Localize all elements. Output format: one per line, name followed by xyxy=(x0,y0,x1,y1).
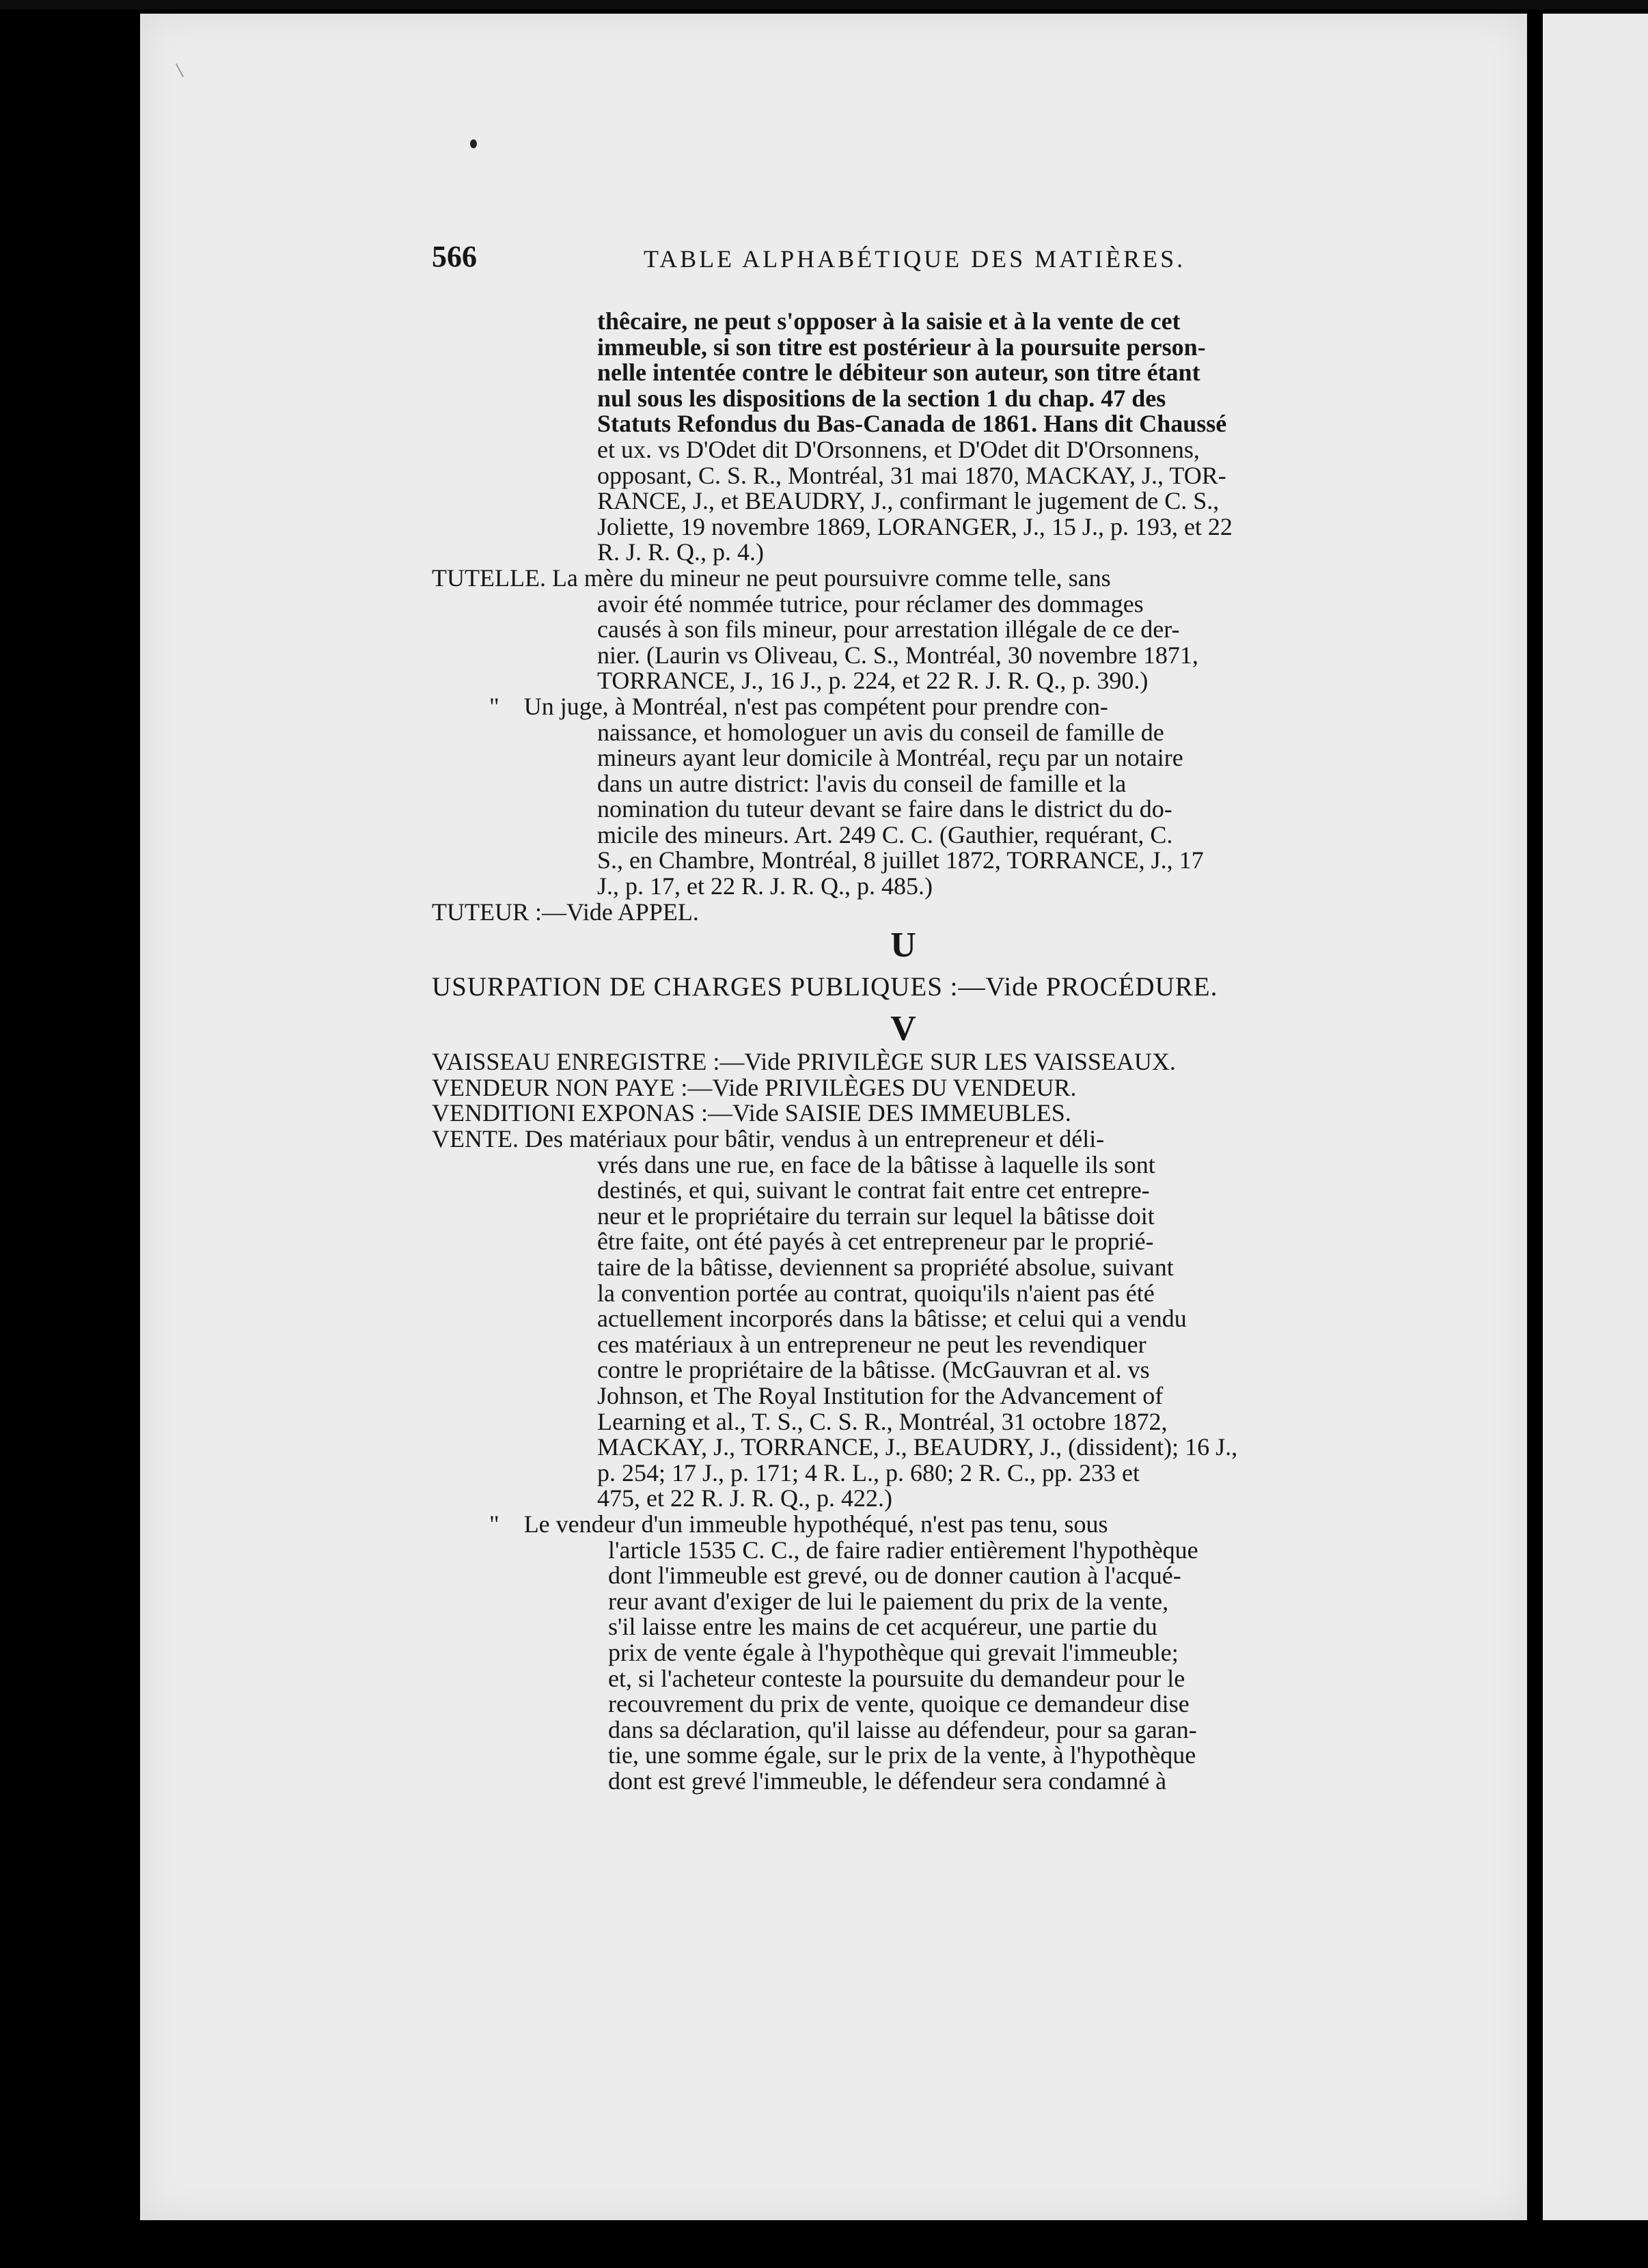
next-page-edge xyxy=(1543,14,1648,2220)
index-text-line: TUTEUR :—Vide APPEL. xyxy=(432,898,699,926)
index-text-line: " Le vendeur d'un immeuble hypothéqué, n'est pas tenu, sous xyxy=(489,1510,1108,1538)
index-text-line: ces matériaux à un entrepreneur ne peut les revendiquer xyxy=(597,1330,1146,1358)
index-text-line: S., en Chambre, Montréal, 8 juillet 1872, TORRANCE, J., 17 xyxy=(597,846,1204,874)
section-letter: V xyxy=(890,1009,916,1049)
page-header xyxy=(432,239,1224,280)
index-text-line: Johnson, et The Royal Institution for the Advancement of xyxy=(597,1381,1164,1409)
index-text-line: reur avant d'exiger de lui le paiement du prix de la vente, xyxy=(608,1587,1169,1615)
ink-speck xyxy=(470,139,477,148)
index-text-line: la convention portée au contrat, quoiqu'ils n'aient pas été xyxy=(597,1279,1155,1307)
index-text-line: immeuble, si son titre est postérieur à la poursuite person- xyxy=(597,333,1206,361)
index-entry-line: USURPATION DE CHARGES PUBLIQUES :—Vide PROCÉDURE. xyxy=(432,972,1218,1002)
index-text-line: nelle intentée contre le débiteur son auteur, son titre étant xyxy=(597,359,1200,387)
index-text-line: tie, une somme égale, sur le prix de la vente, à l'hypothèque xyxy=(608,1741,1196,1769)
index-text-line: thêcaire, ne peut s'opposer à la saisie et à la vente de cet xyxy=(597,307,1181,335)
index-text-line: neur et le propriétaire du terrain sur lequel la bâtisse doit xyxy=(597,1202,1155,1230)
index-text-line: prix de vente égale à l'hypothèque qui grevait l'immeuble; xyxy=(608,1638,1179,1666)
index-text xyxy=(432,309,1375,1794)
index-text-line: p. 254; 17 J., p. 171; 4 R. L., p. 680; 2 R. C., pp. 233 et xyxy=(597,1458,1140,1486)
index-text-line: nomination du tuteur devant se faire dans le district du do- xyxy=(597,795,1172,823)
index-text-line: TUTELLE. La mère du mineur ne peut poursuivre comme telle, sans xyxy=(432,564,1111,592)
index-text-line: actuellement incorporés dans la bâtisse; et celui qui a vendu xyxy=(597,1305,1187,1333)
index-text-line: dont l'immeuble est grevé, ou de donner caution à l'acqué- xyxy=(608,1562,1181,1590)
index-text-line: avoir été nommée tutrice, pour réclamer des dommages xyxy=(597,590,1144,618)
index-text-line: être faite, ont été payés à cet entrepreneur par le proprié- xyxy=(597,1228,1154,1256)
index-text-line: Learning et al., T. S., C. S. R., Montréal, 31 octobre 1872, xyxy=(597,1407,1168,1435)
index-text-line: VAISSEAU ENREGISTRE :—Vide PRIVILÈGE SUR LES VAISSEAUX. xyxy=(432,1048,1176,1076)
index-text-line: R. J. R. Q., p. 4.) xyxy=(597,538,765,566)
index-text-line: et ux. vs D'Odet dit D'Orsonnens, et D'Odet dit D'Orsonnens, xyxy=(597,435,1200,463)
index-text-line: VENTE. Des matériaux pour bâtir, vendus à un entrepreneur et déli- xyxy=(432,1125,1105,1153)
index-text-line: dans sa déclaration, qu'il laisse au défendeur, pour sa garan- xyxy=(608,1715,1197,1743)
index-text-line: VENDEUR NON PAYE :—Vide PRIVILÈGES DU VENDEUR. xyxy=(432,1073,1077,1101)
index-text-line: opposant, C. S. R., Montréal, 31 mai 1870, MACKAY, J., TOR- xyxy=(597,461,1226,489)
index-text-line: l'article 1535 C. C., de faire radier entièrement l'hypothèque xyxy=(608,1536,1198,1564)
index-text-line: nul sous les dispositions de la section 1 du chap. 47 des xyxy=(597,384,1166,412)
index-text-line: causés à son fils mineur, pour arrestation illégale de ce der- xyxy=(597,616,1180,644)
running-title: TABLE ALPHABÉTIQUE DES MATIÈRES. xyxy=(644,245,1186,273)
index-text-line: dans un autre district: l'avis du conseil de famille et la xyxy=(597,769,1127,797)
index-text-line: TORRANCE, J., 16 J., p. 224, et 22 R. J. R. Q., p. 390.) xyxy=(597,667,1149,695)
index-text-line: Joliette, 19 novembre 1869, LORANGER, J., 15 J., p. 193, et 22 xyxy=(597,512,1233,540)
index-text-line: et, si l'acheteur conteste la poursuite du demandeur pour le xyxy=(608,1664,1185,1692)
index-text-line: micile des mineurs. Art. 249 C. C. (Gauthier, requérant, C. xyxy=(597,820,1173,848)
index-text-line: dont est grevé l'immeuble, le défendeur sera condamné à xyxy=(608,1767,1167,1795)
index-text-line: destinés, et qui, suivant le contrat fait entre cet entrepre- xyxy=(597,1176,1150,1204)
scan-top-edge xyxy=(0,0,1648,10)
index-text-line: MACKAY, J., TORRANCE, J., BEAUDRY, J., (dissident); 16 J., xyxy=(597,1433,1238,1461)
index-text-line: 475, et 22 R. J. R. Q., p. 422.) xyxy=(597,1484,892,1512)
index-text-line: naissance, et homologuer un avis du conseil de famille de xyxy=(597,718,1164,746)
index-text-line: " Un juge, à Montréal, n'est pas compétent pour prendre con- xyxy=(489,692,1108,720)
section-letter: U xyxy=(890,926,916,965)
index-text-line: contre le propriétaire de la bâtisse. (McGauvran et al. vs xyxy=(597,1356,1150,1384)
index-text-line: taire de la bâtisse, deviennent sa propriété absolue, suivant xyxy=(597,1254,1174,1281)
index-text-line: VENDITIONI EXPONAS :—Vide SAISIE DES IMMEUBLES. xyxy=(432,1099,1071,1127)
index-text-line: vrés dans une rue, en face de la bâtisse à laquelle ils sont xyxy=(597,1150,1155,1178)
index-text-line: Statuts Refondus du Bas-Canada de 1861. Hans dit Chaussé xyxy=(597,410,1227,438)
index-text-line: s'il laisse entre les mains de cet acquéreur, une partie du xyxy=(608,1613,1157,1641)
page-number: 566 xyxy=(432,240,477,273)
index-text-line: RANCE, J., et BEAUDRY, J., confirmant le jugement de C. S., xyxy=(597,487,1220,515)
index-text-line: recouvrement du prix de vente, quoique ce demandeur dise xyxy=(608,1690,1190,1718)
index-text-line: mineurs ayant leur domicile à Montréal, reçu par un notaire xyxy=(597,744,1183,772)
index-text-line: J., p. 17, et 22 R. J. R. Q., p. 485.) xyxy=(597,872,933,900)
index-text-line: nier. (Laurin vs Oliveau, C. S., Montréal, 30 novembre 1871, xyxy=(597,641,1198,669)
